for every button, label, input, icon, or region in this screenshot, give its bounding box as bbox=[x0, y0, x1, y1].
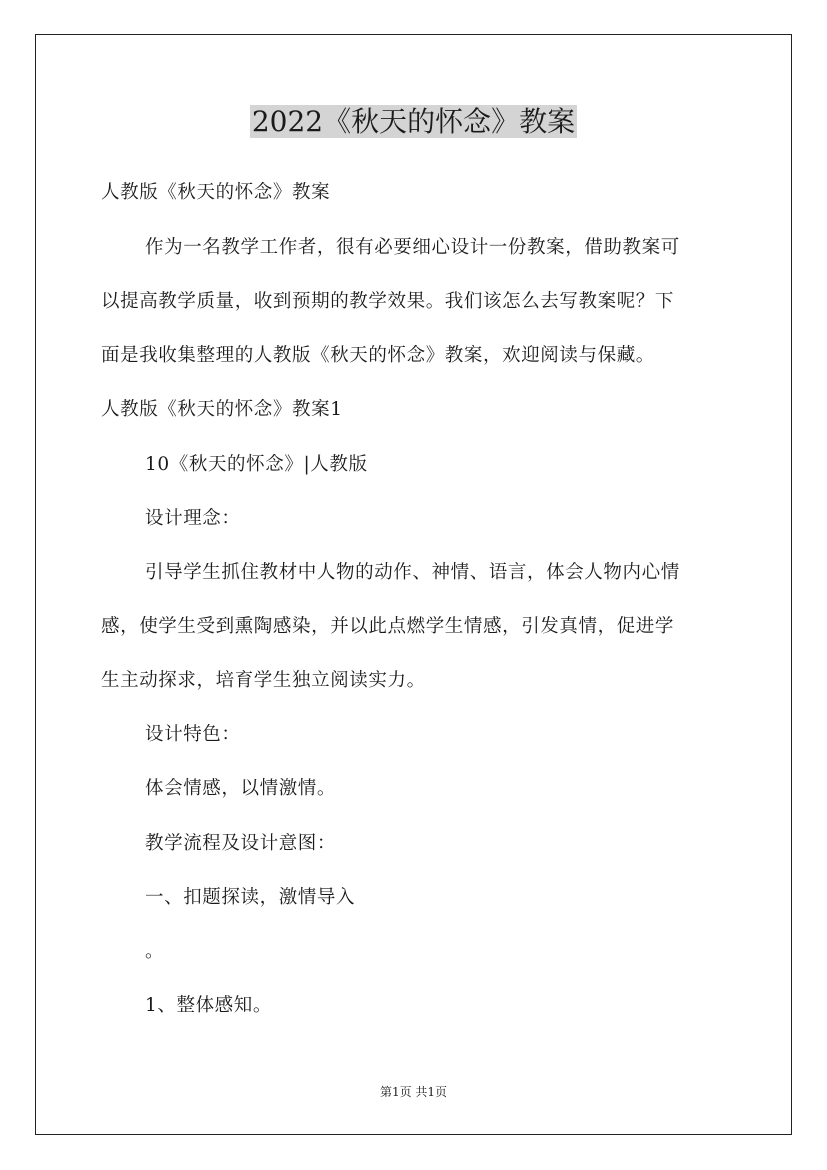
section-heading: 人教版《秋天的怀念》教案1 bbox=[101, 399, 343, 420]
document-title bbox=[0, 100, 827, 144]
paragraph-line: 生主动探求，培育学生独立阅读实力。 bbox=[101, 670, 426, 691]
paragraph-line: 。 bbox=[145, 941, 165, 962]
paragraph-line: 教学流程及设计意图： bbox=[145, 833, 337, 854]
paragraph-line: 10《秋天的怀念》|人教版 bbox=[145, 454, 368, 475]
paragraph-line: 面是我收集整理的人教版《秋天的怀念》教案，欢迎阅读与保藏。 bbox=[101, 345, 655, 366]
paragraph-line: 一、扣题探读，激情导入 bbox=[145, 887, 356, 908]
title-text: 2022《秋天的怀念》教案 bbox=[251, 105, 576, 138]
page-footer: 第1页 共1页 bbox=[379, 1085, 448, 1099]
subtitle-line: 人教版《秋天的怀念》教案 bbox=[101, 182, 331, 203]
paragraph-line: 作为一名教学工作者，很有必要细心设计一份教案，借助教案可 bbox=[145, 237, 680, 258]
paragraph-line: 设计特色： bbox=[145, 724, 241, 745]
paragraph-line: 体会情感，以情激情。 bbox=[145, 778, 337, 799]
paragraph-line: 以提高教学质量，收到预期的教学效果。我们该怎么去写教案呢？下 bbox=[101, 291, 675, 312]
paragraph-line: 感，使学生受到熏陶感染，并以此点燃学生情感，引发真情，促进学 bbox=[101, 616, 675, 637]
paragraph-line: 1、整体感知。 bbox=[145, 995, 272, 1016]
paragraph-line: 设计理念： bbox=[145, 508, 241, 529]
paragraph-line: 引导学生抓住教材中人物的动作、神情、语言，体会人物内心情 bbox=[145, 562, 680, 583]
